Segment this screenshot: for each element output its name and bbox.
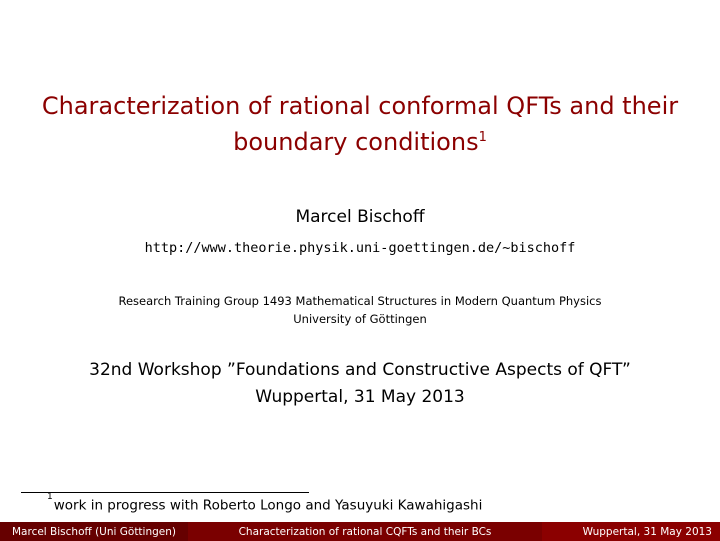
event-line-1: 32nd Workshop ”Foundations and Constructive Aspects of QFT” (89, 360, 631, 380)
footnote-rule (21, 492, 309, 493)
title-line-2 (20, 124, 700, 160)
footnote (47, 492, 483, 514)
footnote-mark: 1 (47, 492, 53, 502)
footer-title: Characterization of rational CQFTs and their BCs (188, 522, 542, 541)
title-footnote-mark: 1 (478, 130, 487, 145)
author-url[interactable]: http://www.theorie.physik.uni-goettingen.de/~bischoff (144, 240, 576, 256)
event-line-2: Wuppertal, 31 May 2013 (255, 387, 465, 407)
footer-date: Wuppertal, 31 May 2013 (542, 522, 720, 541)
event-info (0, 357, 720, 411)
author-name: Marcel Bischoff (295, 207, 425, 227)
slide-title (20, 88, 700, 160)
footnote-text: work in progress with Roberto Longo and Yasuyuki Kawahigashi (53, 497, 483, 514)
title-line-2-text: boundary conditions (233, 128, 479, 156)
institution-line-2: University of Göttingen (293, 312, 427, 326)
slide-footer (0, 522, 720, 541)
footer-author: Marcel Bischoff (Uni Göttingen) (0, 522, 188, 541)
institution-line-1: Research Training Group 1493 Mathematical Structures in Modern Quantum Physics (118, 294, 602, 308)
institution (0, 292, 720, 328)
title-line-1: Characterization of rational conformal QFTs and their (41, 92, 679, 120)
